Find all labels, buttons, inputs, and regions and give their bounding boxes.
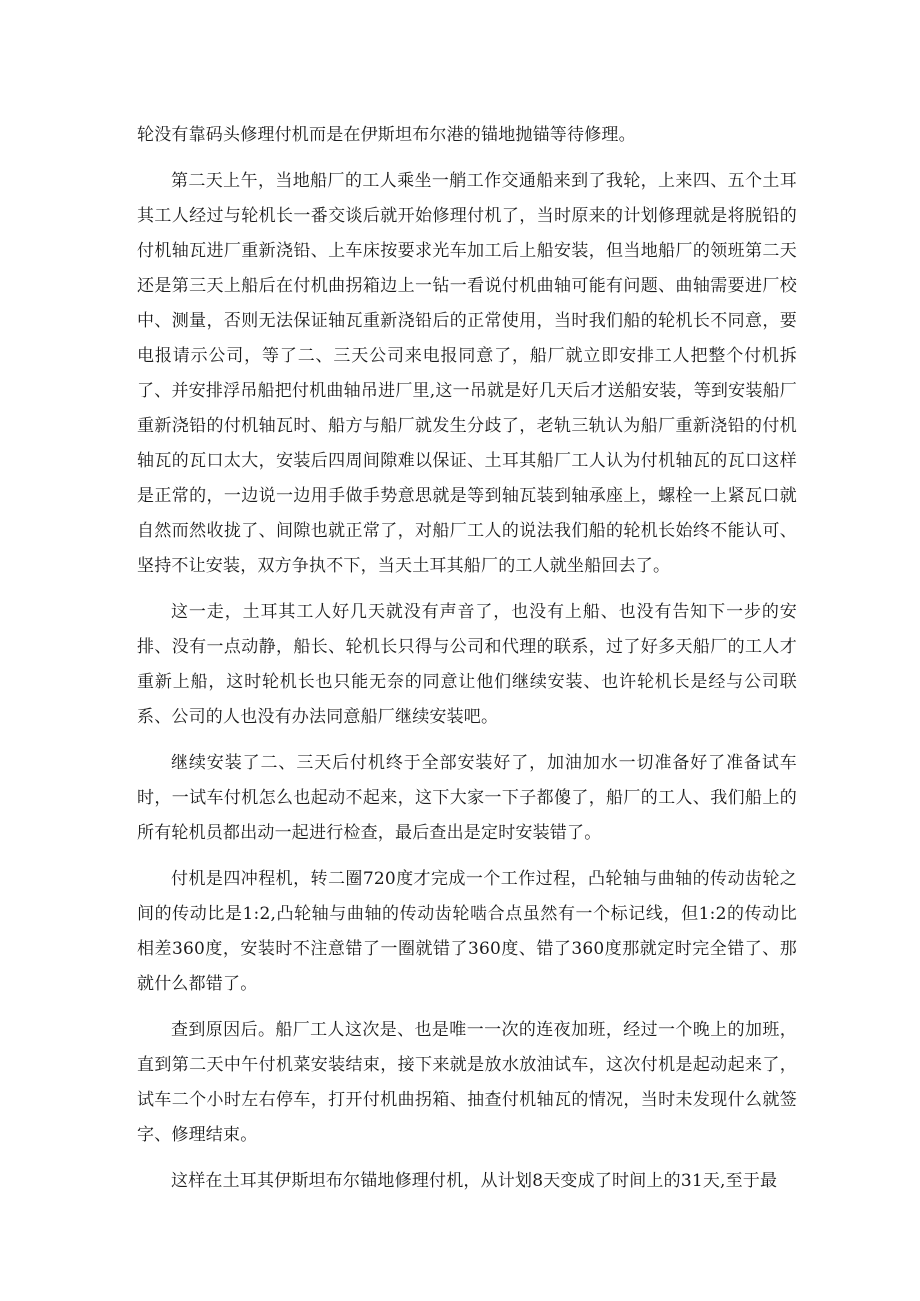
document-body (137, 118, 797, 1210)
paragraph-test-run-failure: 继续安装了二、三天后付机终于全部安装好了，加油加水一切准备好了准备试车时，一试车付机怎么也起动不起来，这下大家一下子都傻了，船厂的工人、我们船上的所有轮机员都出动一起进行检查，最后查出是定时安装错了。 (137, 753, 797, 843)
paragraph-workers-left: 这一走，土耳其工人好几天就没有声音了，也没有上船、也没有告知下一步的安排、没有一点动静，船长、轮机长只得与公司和代理的联系，过了好多天船厂的工人才重新上船，这时轮机长也只能无奈的同意让他们继续安装、也许轮机长是经与公司联系、公司的人也没有办法同意船厂继续安装吧。 (137, 602, 797, 727)
paragraph-overnight-fix: 查到原因后。船厂工人这次是、也是唯一一次的连夜加班，经过一个晚上的加班，直到第二天中午付机菜安装结束，接下来就是放水放油试车，这次付机是起动起来了，试车二个小时左右停车，打开付机曲拐箱、抽查付机轴瓦的情况，当时未发现什么就签字、修理结束。 (137, 1020, 797, 1145)
paragraph-summary: 这样在土耳其伊斯坦布尔锚地修理付机，从计划8天变成了时间上的31天,至于最 (171, 1171, 778, 1191)
paragraph-continuation: 轮没有靠码头修理付机而是在伊斯坦布尔港的锚地抛锚等待修理。 (137, 125, 636, 145)
paragraph-repair-start: 第二天上午，当地船厂的工人乘坐一艄工作交通船来到了我轮，上来四、五个土耳其工人经过与轮机长一番交谈后就开始修理付机了，当时原来的计划修理就是将脱铅的付机轴瓦进厂重新浇铅、上车床按要求光车加工后上船安装，但当地船厂的领班第二天还是第三天上船后在付机曲拐箱边上一钻一看说付机曲轴可能有问题、曲轴需要进厂校中、测量，否则无法保证轴瓦重新浇铅后的正常使用，当时我们船的轮机长不同意，要电报请示公司，等了二、三天公司来电报同意了，船厂就立即安排工人把整个付机拆了、并安排浮吊船把付机曲轴吊进厂里,这一吊就是好几天后才送船安装，等到安装船厂重新浇铅的付机轴瓦时、船方与船厂就发生分歧了，老轨三轨认为船厂重新浇铅的付机轴瓦的瓦口太大，安装后四周间隙难以保证、土耳其船厂工人认为付机轴瓦的瓦口这样是正常的，一边说一边用手做手势意思就是等到轴瓦装到轴承座上，螺栓一上紧瓦口就自然而然收拢了、间隙也就正常了，对船厂工人的说法我们船的轮机长始终不能认可、坚持不让安装，双方争执不下，当天土耳其船厂的工人就坐船回去了。 (137, 171, 797, 576)
paragraph-four-stroke-explanation: 付机是四冲程机，转二圈720度才完成一个工作过程，凸轮轴与曲轴的传动齿轮之间的传动比是1:2,凸轮轴与曲轴的传动齿轮啮合点虽然有一个标记线，但1:2的传动比相差360度，安装时不注意错了一圈就错了360度、错了360度那就定时完全错了、那就什么都错了。 (137, 869, 797, 994)
